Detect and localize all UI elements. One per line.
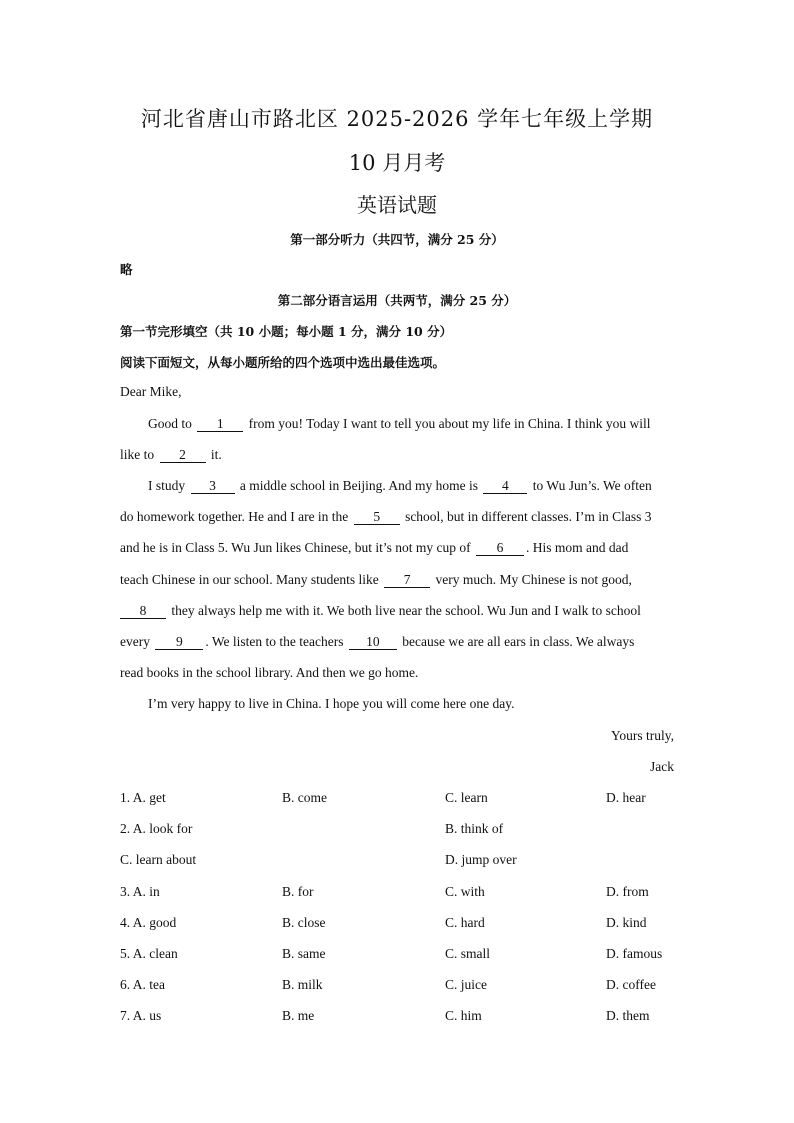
option-1a: 1. A. get	[120, 790, 166, 805]
option-3c: C. with	[445, 884, 485, 899]
instruction-text: 阅读下面短文，从每小题所给的四个选项中选出最佳选项。	[120, 355, 446, 370]
option-1b: B. come	[282, 790, 327, 805]
exam-title-line1: 河北省唐山市路北区 2025-2026 学年七年级上学期	[140, 107, 654, 131]
option-3d: D. from	[606, 884, 649, 899]
letter-line-2: like to 2 it.	[120, 447, 222, 462]
blank-9: 9	[155, 635, 203, 650]
letter-signature: Jack	[650, 759, 674, 774]
blank-8: 8	[120, 604, 166, 619]
letter-line-6: teach Chinese in our school. Many students like 7 very much. My Chinese is not good,	[120, 572, 632, 587]
blank-1: 1	[197, 417, 243, 432]
option-1c: C. learn	[445, 790, 488, 805]
option-6c: C. juice	[445, 977, 487, 992]
option-5d: D. famous	[606, 946, 663, 961]
option-7d: D. them	[606, 1008, 650, 1023]
part2-heading: 第二部分语言运用（共两节，满分 25 分）	[277, 293, 517, 308]
option-7a: 7. A. us	[120, 1008, 162, 1023]
option-4c: C. hard	[445, 915, 485, 930]
option-2c: C. learn about	[120, 852, 197, 867]
option-1d: D. hear	[606, 790, 646, 805]
option-5a: 5. A. clean	[120, 946, 178, 961]
blank-4: 4	[483, 479, 527, 494]
exam-subject-title: 英语试题	[357, 193, 437, 217]
option-4b: B. close	[282, 915, 326, 930]
blank-7: 7	[384, 573, 430, 588]
letter-line-1: Good to 1 from you! Today I want to tell you about my life in China. I think you will	[148, 416, 651, 431]
option-3b: B. for	[282, 884, 314, 899]
letter-salutation: Dear Mike,	[120, 384, 182, 399]
option-2a: 2. A. look for	[120, 821, 193, 836]
letter-line-8: every 9 . We listen to the teachers 10 because we are all ears in class. We always	[120, 634, 635, 649]
option-3a: 3. A. in	[120, 884, 160, 899]
letter-line-10: I’m very happy to live in China. I hope you will come here one day.	[148, 696, 515, 711]
letter-line-5: and he is in Class 5. Wu Jun likes Chinese, but it’s not my cup of 6 . His mom and dad	[120, 540, 629, 555]
option-4a: 4. A. good	[120, 915, 177, 930]
option-6b: B. milk	[282, 977, 323, 992]
letter-line-9: read books in the school library. And then we go home.	[120, 665, 419, 680]
section1-heading: 第一节完形填空（共 10 小题；每小题 1 分，满分 10 分）	[120, 324, 453, 339]
exam-title-line2: 10 月月考	[348, 151, 446, 175]
option-6a: 6. A. tea	[120, 977, 165, 992]
letter-closing: Yours truly,	[610, 728, 674, 743]
letter-line-3: I study 3 a middle school in Beijing. And my home is 4 to Wu Jun’s. We often	[148, 478, 652, 493]
blank-5: 5	[354, 510, 400, 525]
letter-line-4: do homework together. He and I are in the 5 school, but in different classes. I’m in Class 3	[120, 509, 652, 524]
option-7c: C. him	[445, 1008, 482, 1023]
option-5c: C. small	[445, 946, 491, 961]
blank-6: 6	[476, 541, 524, 556]
letter-line-7: 8 they always help me with it. We both live near the school. Wu Jun and I walk to school	[120, 603, 680, 619]
blank-10: 10	[349, 635, 397, 650]
part1-heading: 第一部分听力（共四节，满分 25 分）	[290, 232, 504, 247]
blank-3: 3	[191, 479, 235, 494]
blank-2: 2	[160, 448, 206, 463]
option-2b: B. think of	[445, 821, 504, 836]
option-2d: D. jump over	[445, 852, 517, 867]
part1-note: 略	[120, 262, 133, 277]
option-7b: B. me	[282, 1008, 315, 1023]
option-5b: B. same	[282, 946, 326, 961]
option-6d: D. coffee	[606, 977, 656, 992]
option-4d: D. kind	[606, 915, 647, 930]
